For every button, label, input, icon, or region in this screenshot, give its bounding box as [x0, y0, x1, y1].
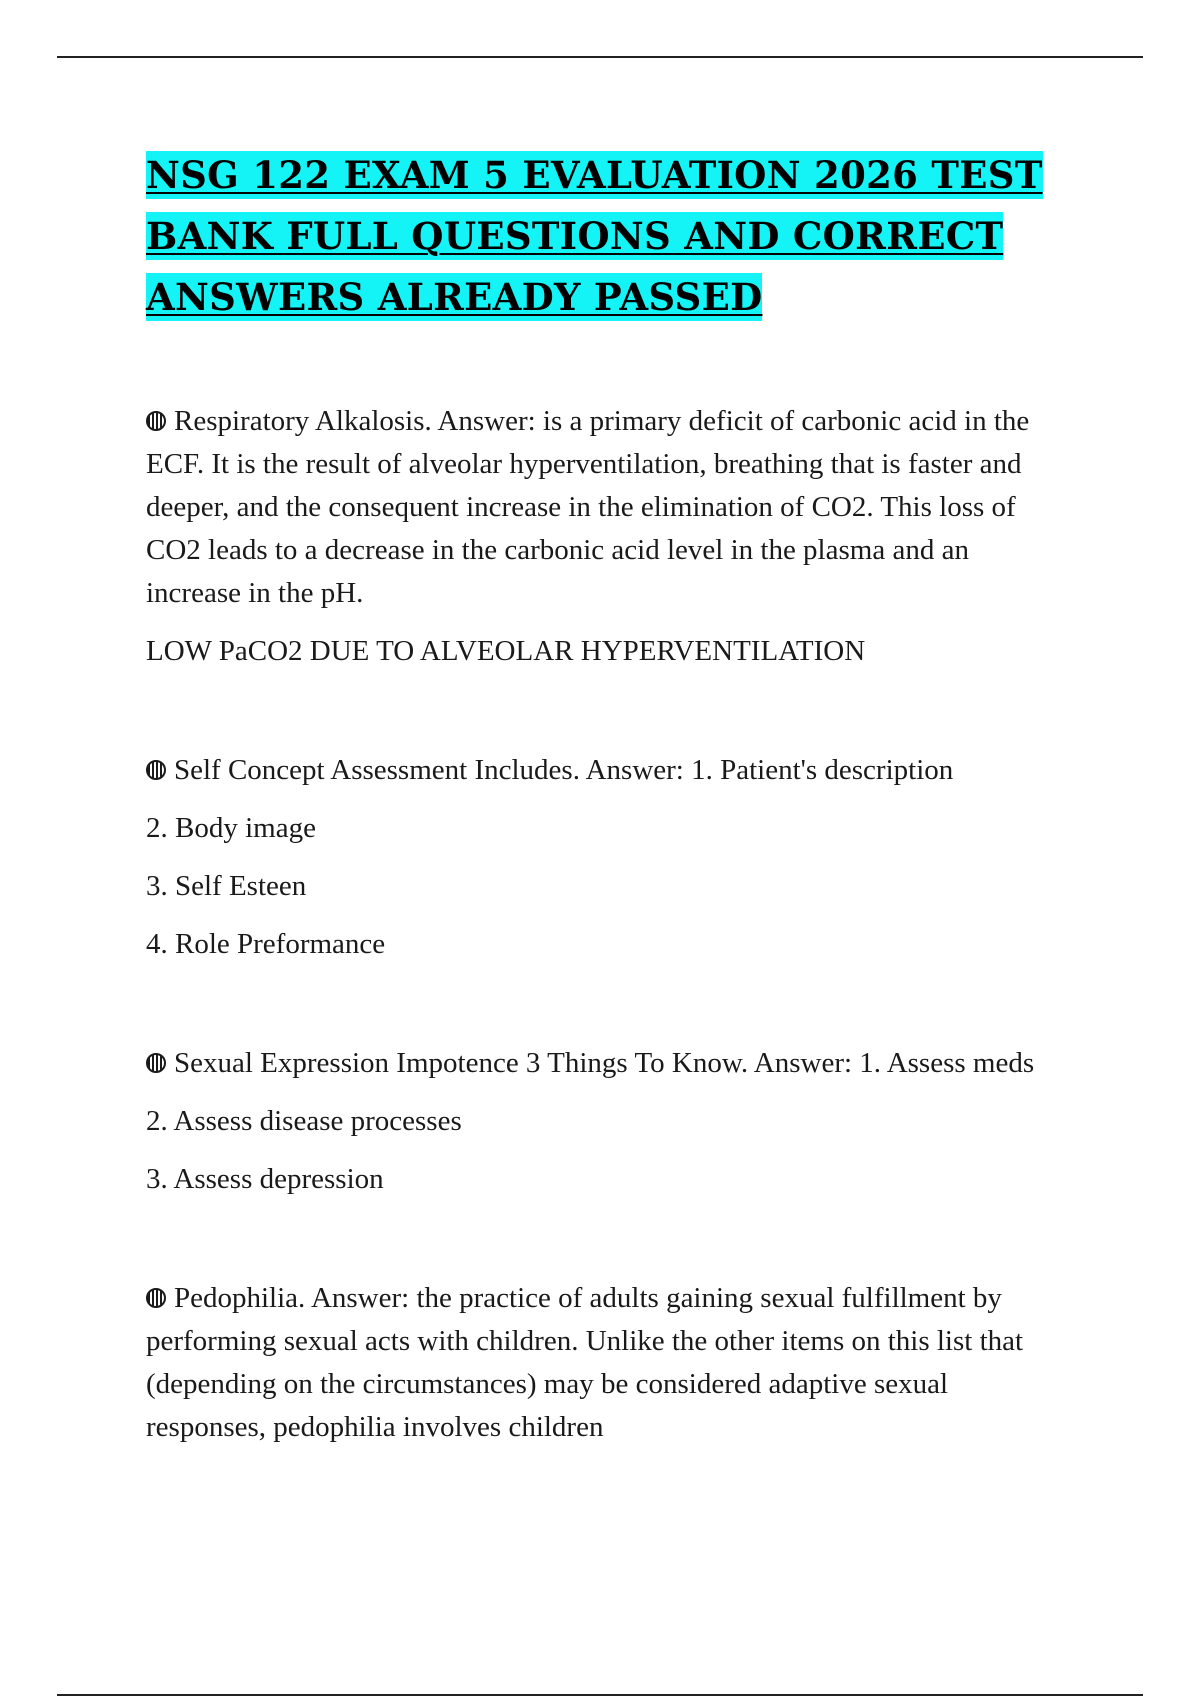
qa-question [146, 400, 1066, 615]
qa-list [146, 400, 1066, 1449]
qa-question [146, 1277, 1066, 1449]
qa-detail: 2. Assess disease processes [146, 1105, 462, 1137]
qa-item [146, 749, 1066, 966]
qa-detail: 3. Assess depression [146, 1163, 384, 1195]
qa-detail: 4. Role Preformance [146, 928, 386, 960]
document-title [146, 145, 1046, 328]
footer-rule [57, 1694, 1143, 1696]
qa-item [146, 1277, 1066, 1449]
qa-text: Pedophilia. Answer: the practice of adults gaining sexual fulfillment by performing sexual acts with children. Unlike the other items on this list that (depending on the circumstances) may be considered adaptive sexual responses, pedophilia involves children [146, 1282, 1024, 1443]
circle-striped-icon [146, 760, 166, 780]
qa-detail: 2. Body image [146, 812, 316, 844]
circle-striped-icon [146, 411, 166, 431]
qa-item [146, 1042, 1066, 1201]
qa-text: Respiratory Alkalosis. Answer: is a primary deficit of carbonic acid in the ECF. It is the result of alveolar hyperventilation, breathing that is faster and deeper, and the consequent increase in the elimination of CO2. This loss of CO2 leads to a decrease in the carbonic acid level in the plasma and an increase in the pH. [146, 405, 1030, 609]
qa-question [146, 1042, 1066, 1085]
title-line: BANK FULL QUESTIONS AND CORRECT [146, 214, 1004, 258]
qa-question [146, 749, 1066, 792]
circle-striped-icon [146, 1288, 166, 1308]
spacer [146, 966, 1066, 1042]
circle-striped-icon [146, 1053, 166, 1073]
qa-item [146, 400, 1066, 673]
header-rule [57, 56, 1143, 58]
title-line: NSG 122 EXAM 5 EVALUATION 2026 TEST [146, 153, 1043, 197]
qa-text: Self Concept Assessment Includes. Answer: 1. Patient's description [174, 754, 954, 786]
qa-detail: 3. Self Esteen [146, 870, 307, 902]
qa-text: Sexual Expression Impotence 3 Things To Know. Answer: 1. Assess meds [174, 1047, 1035, 1079]
spacer [146, 1201, 1066, 1277]
spacer [146, 673, 1066, 749]
qa-detail: LOW PaCO2 DUE TO ALVEOLAR HYPERVENTILATION [146, 635, 866, 667]
title-line: ANSWERS ALREADY PASSED [146, 275, 763, 319]
